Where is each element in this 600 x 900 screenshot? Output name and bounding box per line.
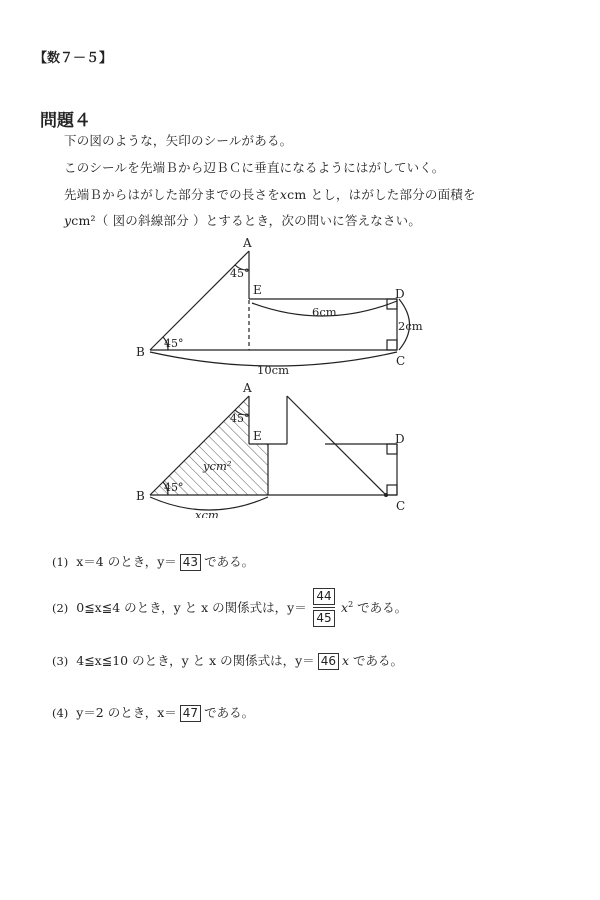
question-4-text: y＝2 のとき，x＝ [76,705,177,720]
label-a-2: A [243,381,252,395]
fraction-bar [313,607,335,608]
label-c: C [396,354,406,368]
question-3-number: (3) [52,654,69,668]
right-angle-mark-c [387,340,397,350]
length-dc: 2cm [398,319,423,333]
question-3-var: x [341,653,350,668]
label-c-2: C [396,499,406,513]
intro-line-2: このシールを先端Ｂから辺ＢＣに垂直になるようにはがしていく。 [64,160,445,175]
question-2 [52,598,307,616]
label-b: B [136,345,145,359]
var-y: y [64,213,72,228]
right-angle-mark-c-2 [387,485,397,495]
answer-box-45[interactable]: 45 [313,610,334,627]
question-2-text: 0≦x≦4 のとき，y と x の関係式は，y＝ [76,600,307,615]
answer-box-47[interactable]: 47 [180,705,201,722]
answer-box-43[interactable]: 43 [180,554,201,571]
intro-line-4 [64,211,421,229]
question-4 [52,703,254,722]
angle-label-b-2: 45° [164,481,184,494]
question-2-var: x [341,600,349,615]
area-label: ycm² [203,459,232,473]
label-a: A [243,236,252,250]
question-1 [52,552,254,571]
question-2-number: (2) [52,601,69,615]
intro-line-3-text: 先端Ｂからはがした部分までの長さを [64,187,280,202]
angle-label-a: 45° [230,267,250,280]
question-4-tail: である。 [204,705,255,720]
question-2-tail: である。 [357,600,408,615]
edge-ba [150,251,249,350]
intro-line-3 [64,185,476,203]
answer-box-44[interactable]: 44 [313,588,334,605]
intro-line-4-text: cm²（ 図の斜線部分 ）とするとき，次の問いに答えなさい。 [71,213,422,228]
point-c-dot [384,493,388,497]
exam-code-header: 【数７－５】 [34,51,113,66]
length-ed: 6cm [312,305,337,319]
angle-label-b: 45° [164,337,184,350]
angle-label-a-2: 45° [230,412,250,425]
question-2-tail-wrap [341,598,407,616]
var-x: x [279,187,288,202]
answer-box-46[interactable]: 46 [318,653,339,670]
figure-1-arrow-sticker [0,228,600,378]
fraction-answer [313,588,335,627]
length-bc: 10cm [257,363,289,377]
question-1-text: x＝4 のとき，y＝ [76,554,177,569]
intro-line-3-tail: cm とし，はがした部分の面積を [287,187,476,202]
question-3-text: 4≦x≦10 のとき，y と x の関係式は，y＝ [76,653,315,668]
label-e-2: E [253,429,262,443]
intro-line-1: 下の図のような，矢印のシールがある。 [64,133,293,148]
question-4-number: (4) [52,706,69,720]
question-1-tail: である。 [204,554,255,569]
length-bx: xcm [195,508,219,518]
problem-title: 問題４ [40,111,91,131]
label-b-2: B [136,489,145,503]
figure-2-peeled-sticker [0,378,600,518]
question-3 [52,651,403,670]
folded-edge-diagonal [287,396,386,495]
question-3-tail: である。 [353,653,404,668]
question-1-number: (1) [52,555,69,569]
label-e: E [253,283,262,297]
label-d-2: D [395,432,405,446]
question-2-exponent: 2 [348,599,354,609]
label-d: D [395,287,405,301]
